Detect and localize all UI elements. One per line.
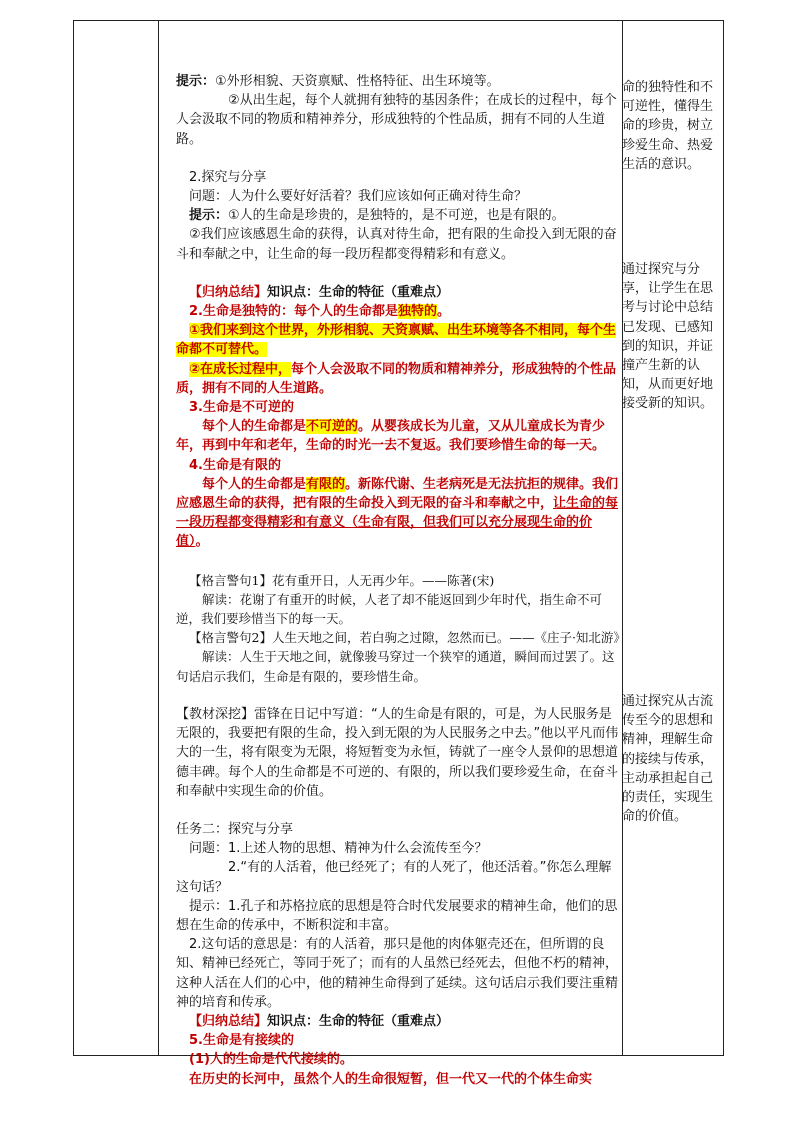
summary-1-heading: 【归纳总结】知识点：生命的特征（重难点） [189, 284, 450, 300]
hint-1-line2: ②从出生起，每个人就拥有独特的基因条件；在成长的过程中，每个人会汲取不同的物质和精神养分，形成独特的个性品质，拥有不同的人生道路。 [176, 93, 617, 147]
side-note-1: 命的独特性和不可逆性，懂得生命的珍贵，树立珍爱生命、热爱生活的意识。 [622, 80, 714, 172]
summary-2-heading: 【归纳总结】知识点：生命的特征（重难点） [189, 1013, 450, 1029]
summary-1-point-4: 4.生命是有限的 [189, 457, 281, 473]
column-divider-left [158, 21, 159, 1055]
quote-2-note: 解读：人生于天地之间，就像骏马穿过一个狭窄的通道，瞬间而过罢了。这句话启示我们，生命是有限的，要珍惜生命。 [176, 649, 615, 684]
summary-1-point-2a: ①我们来到这个世界，外形相貌、天资禀赋、出生环境等各不相同，每个生命都不可替代。 [176, 323, 617, 358]
summary-1-point-3: 3.生命是不可逆的 [189, 400, 294, 416]
task-2-hint-1: 提示：1.孔子和苏格拉底的思想是符合时代发展要求的精神生命，他们的思想在生命的传承中，不断积淀和丰富。 [176, 898, 618, 933]
summary-2-point-5b: 在历史的长河中，虽然个人的生命很短暂，但一代又一代的个体生命实 [189, 1071, 593, 1087]
side-note-2: 通过探究与分享，让学生在思考与讨论中总结已发现、已感知到的知识，并证撞产生新的认知，从而更好地接受新的知识。 [622, 262, 714, 412]
section-2-hint-a: 提示：①人的生命是珍贵的，是独特的，是不可逆，也是有限的。 [189, 208, 565, 224]
side-note-3: 通过探究从古流传至今的思想和精神，理解生命的接续与传承，主动承担起自己的责任，实现生命的价值。 [622, 694, 714, 825]
summary-1-point-4-text: 每个人的生命都是有限的。新陈代谢、生老病死是无法抗拒的规律。我们应感恩生命的获得，把有限的生命投入到无限的奋斗和奉献之中，让生命的每一段历程都变得精彩和有意义（生命有限，但我们可以充分展现生命的价值）。 [176, 476, 619, 550]
summary-2-point-5a: (1)人的生命是代代接续的。 [189, 1052, 353, 1068]
textbook-dig: 【教材深挖】雷锋在日记中写道：“人的生命是有限的，可是，为人民服务是无限的，我要把有限的生命，投入到无限的为人民服务之中去。”他以平凡而伟大的一生，将有限变为无限，将短暂变为永恒，铸就了一座令人景仰的思想道德丰碑。每个人的生命都是不可逆的、有限的，所以我们要珍爱生命，在奋斗和奉献中实现生命的价值。 [176, 706, 619, 799]
section-2-question: 问题：人为什么要好好活着？我们应该如何正确对待生命？ [189, 189, 528, 205]
hint-1-line1: 提示：①外形相貌、天资禀赋、性格特征、出生环境等。 [176, 74, 500, 89]
task-2-hint-2: 2.这句话的意思是：有的人活着，那只是他的肉体躯壳还在，但所谓的良知、精神已经死亡，等同于死了；而有的人虽然已经死去，但他不朽的精神，这种人活在人们的心中，他的精神生命得到了延续。这句话启示我们要注重精神的培育和传承。 [176, 937, 619, 1010]
summary-1-point-2b: ②在成长过程中，每个人会汲取不同的物质和精神养分，形成独特的个性品质，拥有不同的人生道路。 [176, 361, 617, 396]
task-2-question-1: 问题：1.上述人物的思想、精神为什么会流传至今？ [189, 841, 488, 857]
task-2-title: 任务二：探究与分享 [176, 821, 294, 837]
section-2-title: 2.探究与分享 [189, 169, 267, 185]
task-2-question-2: 2.“有的人活着，他已经死了；有的人死了，他还活着。”你怎么理解这句话？ [176, 860, 612, 895]
quote-1: 【格言警句1】花有重开日，人无再少年。——陈著(宋) [189, 572, 495, 588]
summary-1-point-3-text: 每个人的生命都是不可逆的。从婴孩成长为儿童，又从儿童成长为青少年，再到中年和老年，生命的时光一去不复返。我们要珍惜生命的每一天。 [176, 419, 606, 454]
summary-1-point-2: 2.生命是独特的：每个人的生命都是独特的。 [189, 304, 451, 320]
summary-2-point-5: 5.生命是有接续的 [189, 1033, 294, 1049]
quote-2: 【格言警句2】人生天地之间，若白驹之过隙，忽然而已。——《庄子·知北游》 [189, 630, 626, 646]
section-2-hint-b: ②我们应该感恩生命的获得，认真对待生命，把有限的生命投入到无限的奋斗和奉献之中，让生命的每一段历程都变得精彩和有意义。 [176, 227, 617, 262]
main-content-column [176, 72, 624, 1089]
quote-1-note: 解读：花谢了有重开的时候，人老了却不能返回到少年时代，指生命不可逆，我们要珍惜当下的每一天。 [176, 591, 603, 627]
